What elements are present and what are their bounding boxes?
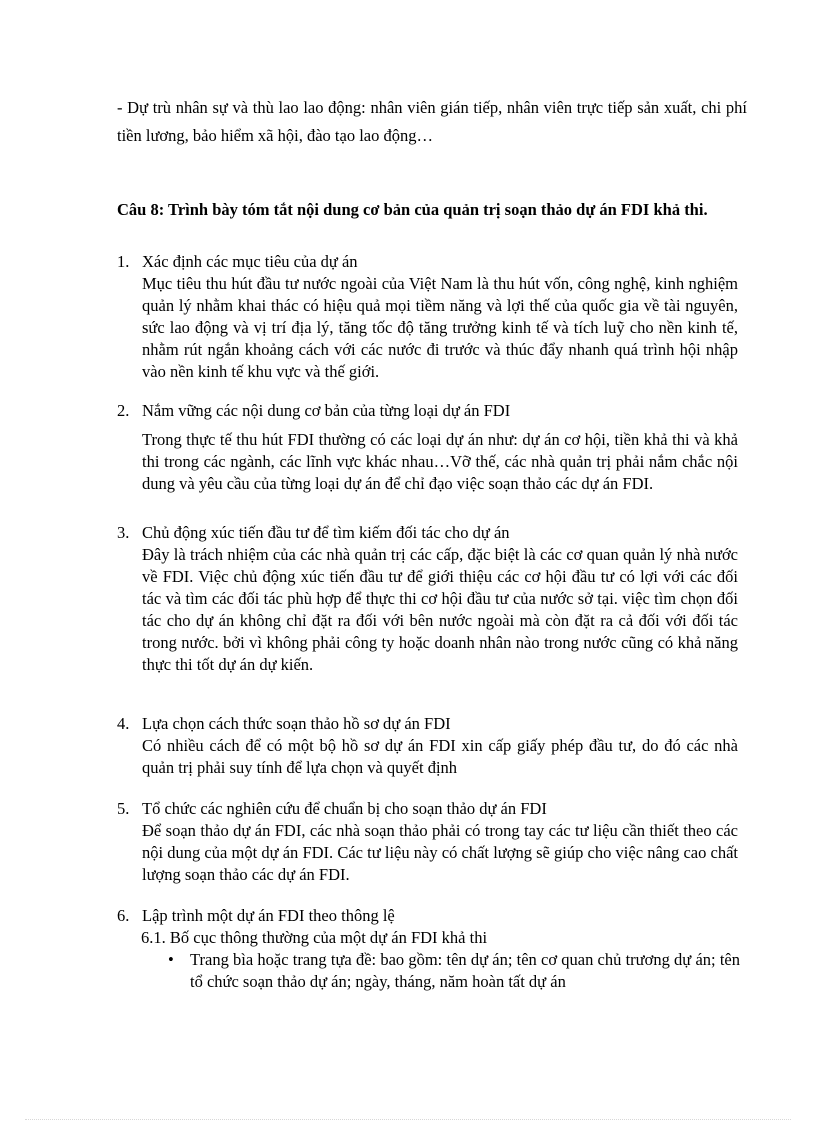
item-title: Xác định các mục tiêu của dự án xyxy=(142,252,358,271)
item-number: 5. xyxy=(117,799,130,818)
item-body: Để soạn thảo dự án FDI, các nhà soạn thảo phải có trong tay các tư liệu cần thiết theo các nội dung của một dự án FDI. Các tư liệu này có chất lượng sẽ giúp cho việc nâng cao chất lượng soạn thảo các dự án FDI. xyxy=(142,821,738,884)
item-title: Chủ động xúc tiến đầu tư để tìm kiếm đối tác cho dự án xyxy=(142,523,510,542)
item-number: 4. xyxy=(117,714,130,733)
subsection-label: 6.1. Bố cục thông thường của một dự án FDI khả thi xyxy=(141,928,488,947)
item-number: 3. xyxy=(117,523,130,542)
item-body: Đây là trách nhiệm của các nhà quản trị các cấp, đặc biệt là các cơ quan quản lý nhà nước về FDI. Việc chủ động xúc tiến đầu tư để giới thiệu các cơ hội đầu tư có lợi với các đối tác và tìm các đối tác phù hợp để thực thi cơ hội đầu tư của nước sở tại. việc tìm chọn đối tác cho dự án không chỉ đặt ra đối với bên nước ngoài mà còn đặt ra cả đối với đối tác trong nước. bởi vì không phải công ty hoặc doanh nhân nào trong nước cũng có khả năng thực thi tốt dự án dự kiến. xyxy=(142,545,738,674)
item-body: Có nhiều cách để có một bộ hồ sơ dự án FDI xin cấp giấy phép đầu tư, do đó các nhà quản trị phải suy tính để lựa chọn và quyết định xyxy=(142,736,738,777)
item-number: 1. xyxy=(117,252,130,271)
page-bottom-divider xyxy=(25,1119,791,1120)
bullet-text: Trang bìa hoặc trang tựa đề: bao gồm: tên dự án; tên cơ quan chủ trương dự án; tên tổ chức soạn thảo dự án; ngày, tháng, năm hoàn tất dự án xyxy=(190,950,740,991)
item-number: 6. xyxy=(117,906,130,925)
item-title: Tổ chức các nghiên cứu để chuẩn bị cho soạn thảo dự án FDI xyxy=(142,799,547,818)
intro-paragraph: - Dự trù nhân sự và thù lao lao động: nhân viên gián tiếp, nhân viên trực tiếp sản xuất, chi phí tiền lương, bảo hiểm xã hội, đào tạo lao động… xyxy=(117,98,747,145)
bullet-dot: • xyxy=(168,950,174,969)
item-number: 2. xyxy=(117,401,130,420)
question-heading: Câu 8: Trình bày tóm tắt nội dung cơ bản của quản trị soạn thảo dự án FDI khả thi. xyxy=(117,200,708,219)
item-title: Lựa chọn cách thức soạn thảo hồ sơ dự án FDI xyxy=(142,714,451,733)
item-title: Lập trình một dự án FDI theo thông lệ xyxy=(142,906,395,925)
item-title: Nắm vững các nội dung cơ bản của từng loại dự án FDI xyxy=(142,401,511,420)
item-body: Trong thực tế thu hút FDI thường có các loại dự án như: dự án cơ hội, tiền khả thi và khả thi trong các ngành, các lĩnh vực khác nhau…Vỡ thế, các nhà quản trị phải nắm chắc nội dung và yêu cầu của từng loại dự án để chỉ đạo việc soạn thảo các dự án FDI. xyxy=(142,430,738,493)
item-body: Mục tiêu thu hút đầu tư nước ngoài của Việt Nam là thu hút vốn, công nghệ, kinh nghiệm quản lý nhằm khai thác có hiệu quả mọi tiềm năng và lợi thế của quốc gia về tài nguyên, sức lao động và vị trí địa lý, tăng tốc độ tăng trưởng kinh tế và tích luỹ cho nền kinh tế, nhằm rút ngắn khoảng cách với các nước đi trước và thúc đẩy nhanh quá trình hội nhập vào nền kinh tế khu vực và thế giới. xyxy=(142,274,738,381)
